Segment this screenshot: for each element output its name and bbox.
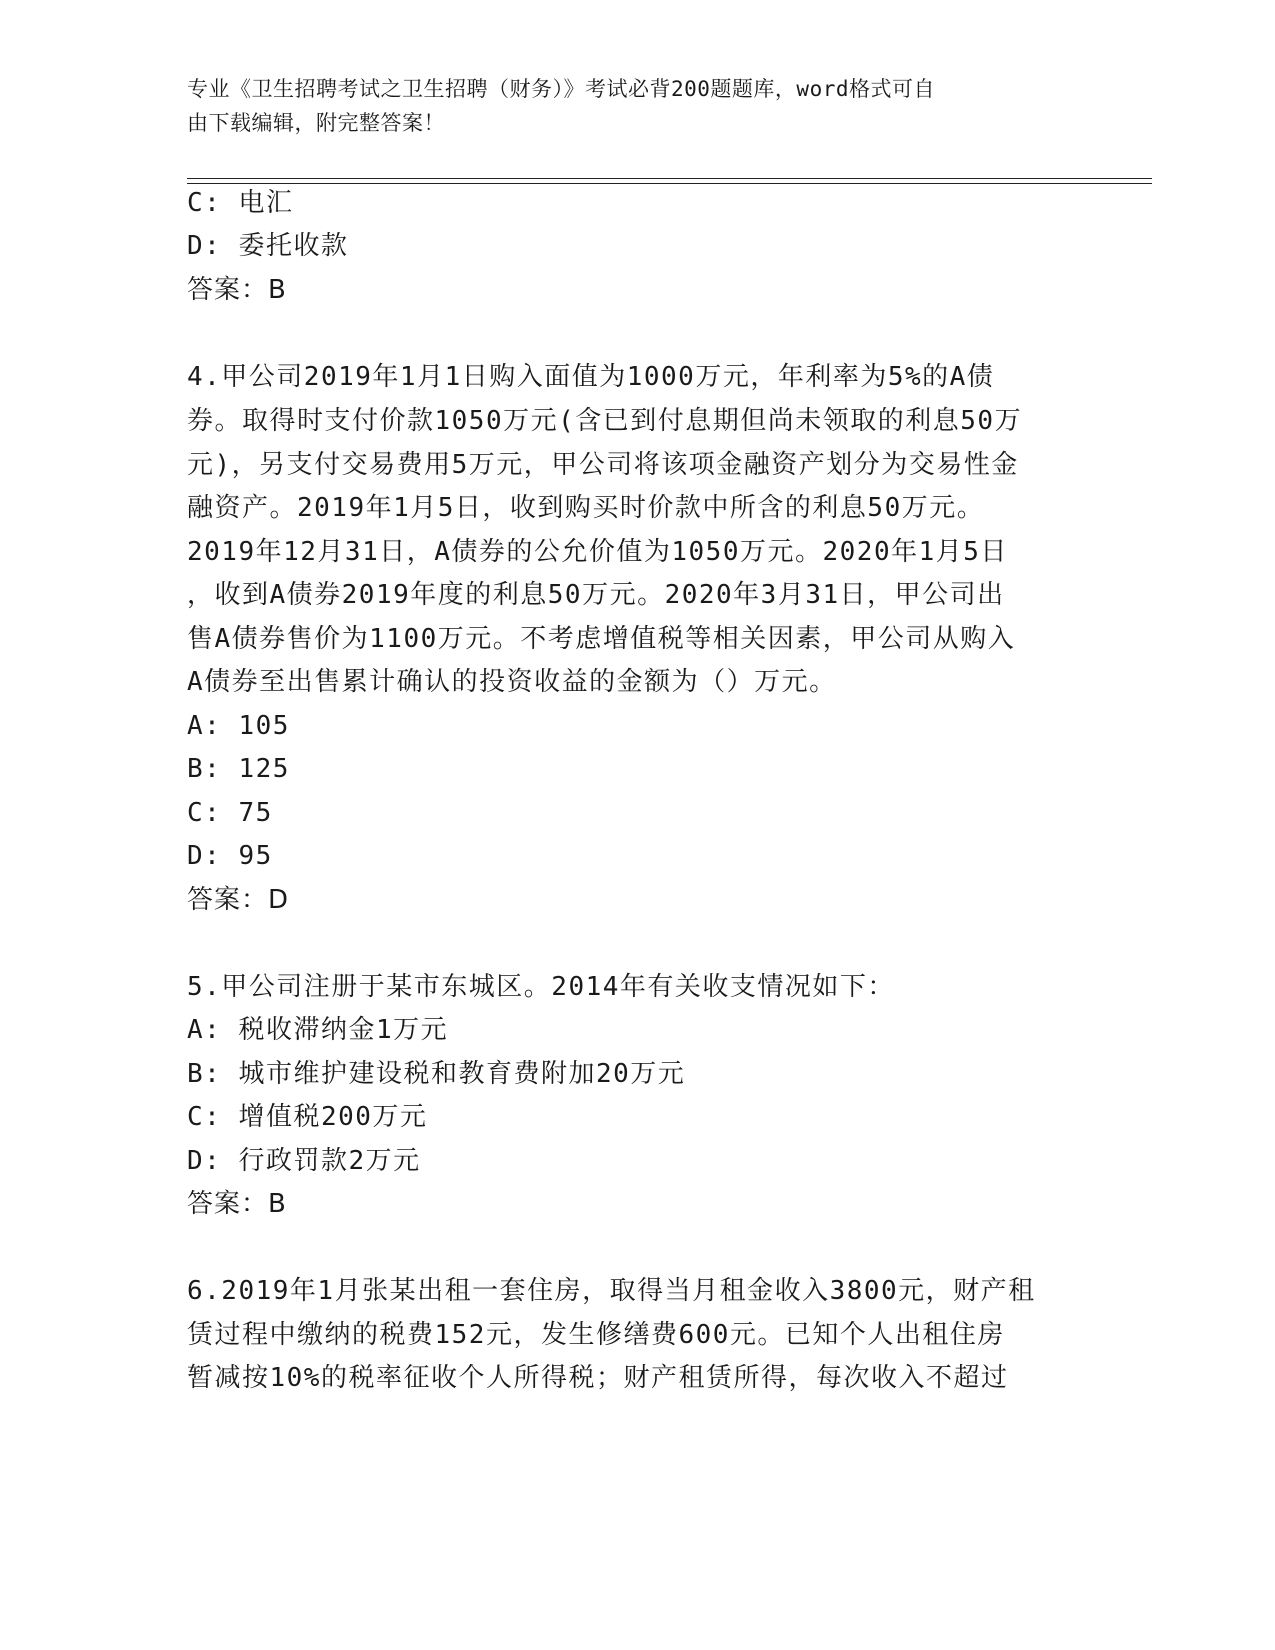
- q4-stem-line: 券。取得时支付价款1050万元(含已到付息期但尚未领取的利息50万: [187, 406, 1023, 436]
- header-line-2: 由下载编辑，附完整答案！: [187, 111, 445, 135]
- q4-stem-line: 2019年12月31日，A债券的公允价值为1050万元。2020年1月5日: [187, 537, 1008, 567]
- q4-stem-line: 4.甲公司2019年1月1日购入面值为1000万元，年利率为5%的A债: [187, 362, 995, 392]
- header-divider: [187, 178, 1152, 184]
- q4-stem-line: 融资产。2019年1月5日，收到购买时价款中所含的利息50万元。: [187, 493, 985, 523]
- q3-option-d: D: 委托收款: [187, 231, 349, 261]
- q5-option-d: D: 行政罚款2万元: [187, 1146, 421, 1176]
- q4-stem-line: 售A债券售价为1100万元。不考虑增值税等相关因素，甲公司从购入: [187, 624, 1016, 654]
- document-header: [187, 72, 1077, 140]
- q4-stem-line: A债券至出售累计确认的投资收益的金额为（）万元。: [187, 667, 837, 697]
- q5-option-c: C: 增值税200万元: [187, 1102, 428, 1132]
- q6-stem-line: 赁过程中缴纳的税费152元，发生修缮费600元。已知个人出租住房: [187, 1320, 1005, 1350]
- q5-option-a: A: 税收滞纳金1万元: [187, 1015, 449, 1045]
- q4-stem-line: 元)，另支付交易费用5万元，甲公司将该项金融资产划分为交易性金: [187, 450, 1019, 480]
- q6-stem-line: 6.2019年1月张某出租一套住房，取得当月租金收入3800元，财产租: [187, 1276, 1036, 1306]
- q6-stem-line: 暂减按10%的税率征收个人所得税；财产租赁所得，每次收入不超过: [187, 1363, 1009, 1393]
- q5-stem: 5.甲公司注册于某市东城区。2014年有关收支情况如下：: [187, 972, 895, 1002]
- q5-answer: 答案：B: [187, 1189, 287, 1219]
- q3-option-c: C: 电汇: [187, 188, 294, 218]
- q4-option-b: B: 125: [187, 754, 290, 784]
- q5-option-b: B: 城市维护建设税和教育费附加20万元: [187, 1059, 686, 1089]
- header-line-1: 专业《卫生招聘考试之卫生招聘（财务）》考试必背200题题库，word格式可自: [187, 77, 935, 101]
- q4-option-a: A: 105: [187, 711, 290, 741]
- q4-stem-line: ，收到A债券2019年度的利息50万元。2020年3月31日，甲公司出: [187, 580, 1005, 610]
- q4-answer: 答案：D: [187, 885, 290, 915]
- q3-answer: 答案：B: [187, 275, 287, 305]
- q4-option-d: D: 95: [187, 841, 273, 871]
- q4-option-c: C: 75: [187, 798, 273, 828]
